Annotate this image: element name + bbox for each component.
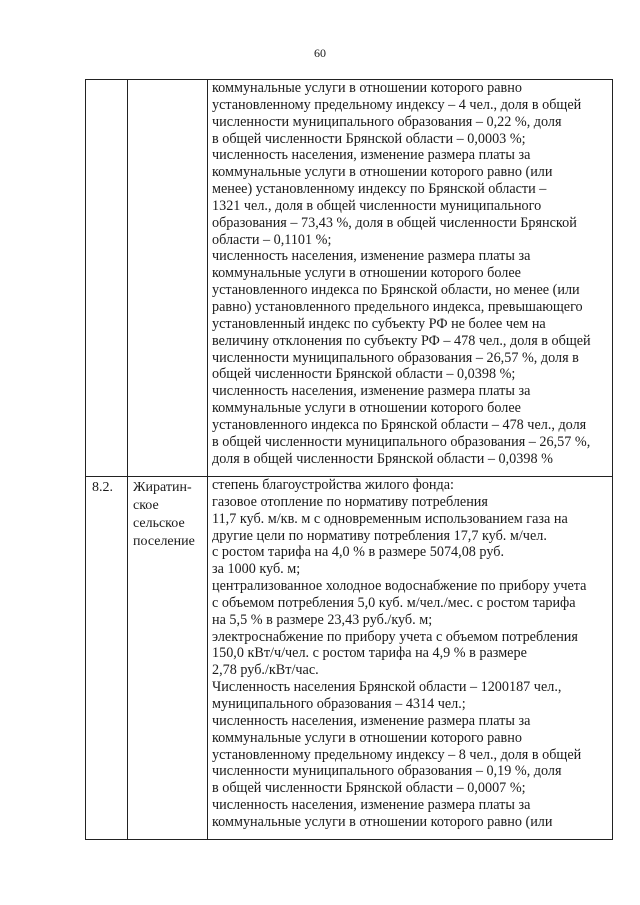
text-line: численности муниципального образования – 0,19 %, доля [212,763,562,780]
text-line: Численность населения Брянской области – 1200187 чел., [212,679,562,696]
table-row [86,477,613,840]
settlement-name-line: сельское [133,516,185,531]
settlement-name-line: Жиратин- [133,480,192,495]
text-line: установленный индекс по субъекту РФ не более чем на [212,315,546,332]
text-line: за 1000 куб. м; [212,561,301,578]
text-line: коммунальные услуги в отношении которого равно (или [212,164,553,181]
text-line: степень благоустройства жилого фонда: [212,477,454,493]
text-line: на 5,5 % в размере 23,43 руб./куб. м; [212,611,433,628]
settlement-name-cell [128,477,208,840]
text-line: 150,0 кВт/ч/чел. с ростом тарифа на 4,9 % в размере [212,645,527,662]
text-line: установленного индекса по Брянской области – 478 чел., доля [212,416,587,433]
table-row [86,80,613,477]
text-line: численность населения, изменение размера платы за [212,383,531,400]
settlement-name-cell [128,80,208,477]
text-line: в общей численности муниципального образования – 26,57 %, [212,433,591,450]
row-number-cell [86,80,128,477]
text-line: коммунальные услуги в отношении которого более [212,400,521,417]
text-line: газовое отопление по нормативу потребления [212,493,488,510]
row-number-cell: 8.2. [86,477,128,840]
text-line: численность населения, изменение размера платы за [212,797,531,814]
text-line: в общей численности Брянской области – 0,0007 %; [212,780,526,797]
text-line: численность населения, изменение размера платы за [212,248,531,265]
text-line: равно) установленного предельного индекса, превышающего [212,298,583,315]
text-line: муниципального образования – 4314 чел.; [212,695,466,712]
text-line: коммунальные услуги в отношении которого равно (или [212,813,553,830]
text-line: коммунальные услуги в отношении которого равно [212,729,522,746]
text-line: образования – 73,43 %, доля в общей численности Брянской [212,214,577,231]
text-line: численность населения, изменение размера платы за [212,147,531,164]
text-line: электроснабжение по прибору учета с объемом потребления [212,628,578,645]
text-line: установленному предельному индексу – 8 чел., доля в общей [212,746,582,763]
text-line: коммунальные услуги в отношении которого равно [212,80,522,96]
text-line: менее) установленному индексу по Брянской области – [212,181,547,198]
text-line: 2,78 руб./кВт/час. [212,662,319,679]
text-line: с ростом тарифа на 4,0 % в размере 5074,08 руб. [212,544,505,561]
text-line: численность населения, изменение размера платы за [212,712,531,729]
description-cell [208,80,613,477]
text-line: 1321 чел., доля в общей численности муниципального [212,197,542,214]
text-line: области – 0,1101 %; [212,231,332,248]
text-line: доля в общей численности Брянской области – 0,0398 % [212,450,553,467]
text-line: установленного индекса по Брянской области, но менее (или [212,282,580,299]
text-line: величину отклонения по субъекту РФ – 478 чел., доля в общей [212,332,591,349]
text-line: централизованное холодное водоснабжение по прибору учета [212,578,587,595]
text-line: численности муниципального образования – 0,22 %, доля [212,113,562,130]
text-line: численности муниципального образования – 26,57 %, доля в [212,349,579,366]
text-line: в общей численности Брянской области – 0,0003 %; [212,130,526,147]
data-table [85,79,613,840]
description-cell [208,477,613,840]
settlement-name-line: поселение [133,534,195,549]
text-line: установленному предельному индексу – 4 чел., доля в общей [212,96,582,113]
text-line: с объемом потребления 5,0 куб. м/чел./мес. с ростом тарифа [212,594,576,611]
text-line: другие цели по нормативу потребления 17,7 куб. м/чел. [212,527,547,544]
text-line: коммунальные услуги в отношении которого более [212,265,521,282]
text-line: общей численности Брянской области – 0,0398 %; [212,366,516,383]
page-number: 60 [314,46,326,60]
text-line: 11,7 куб. м/кв. м с одновременным использованием газа на [212,510,568,527]
settlement-name-line: ское [133,498,159,513]
